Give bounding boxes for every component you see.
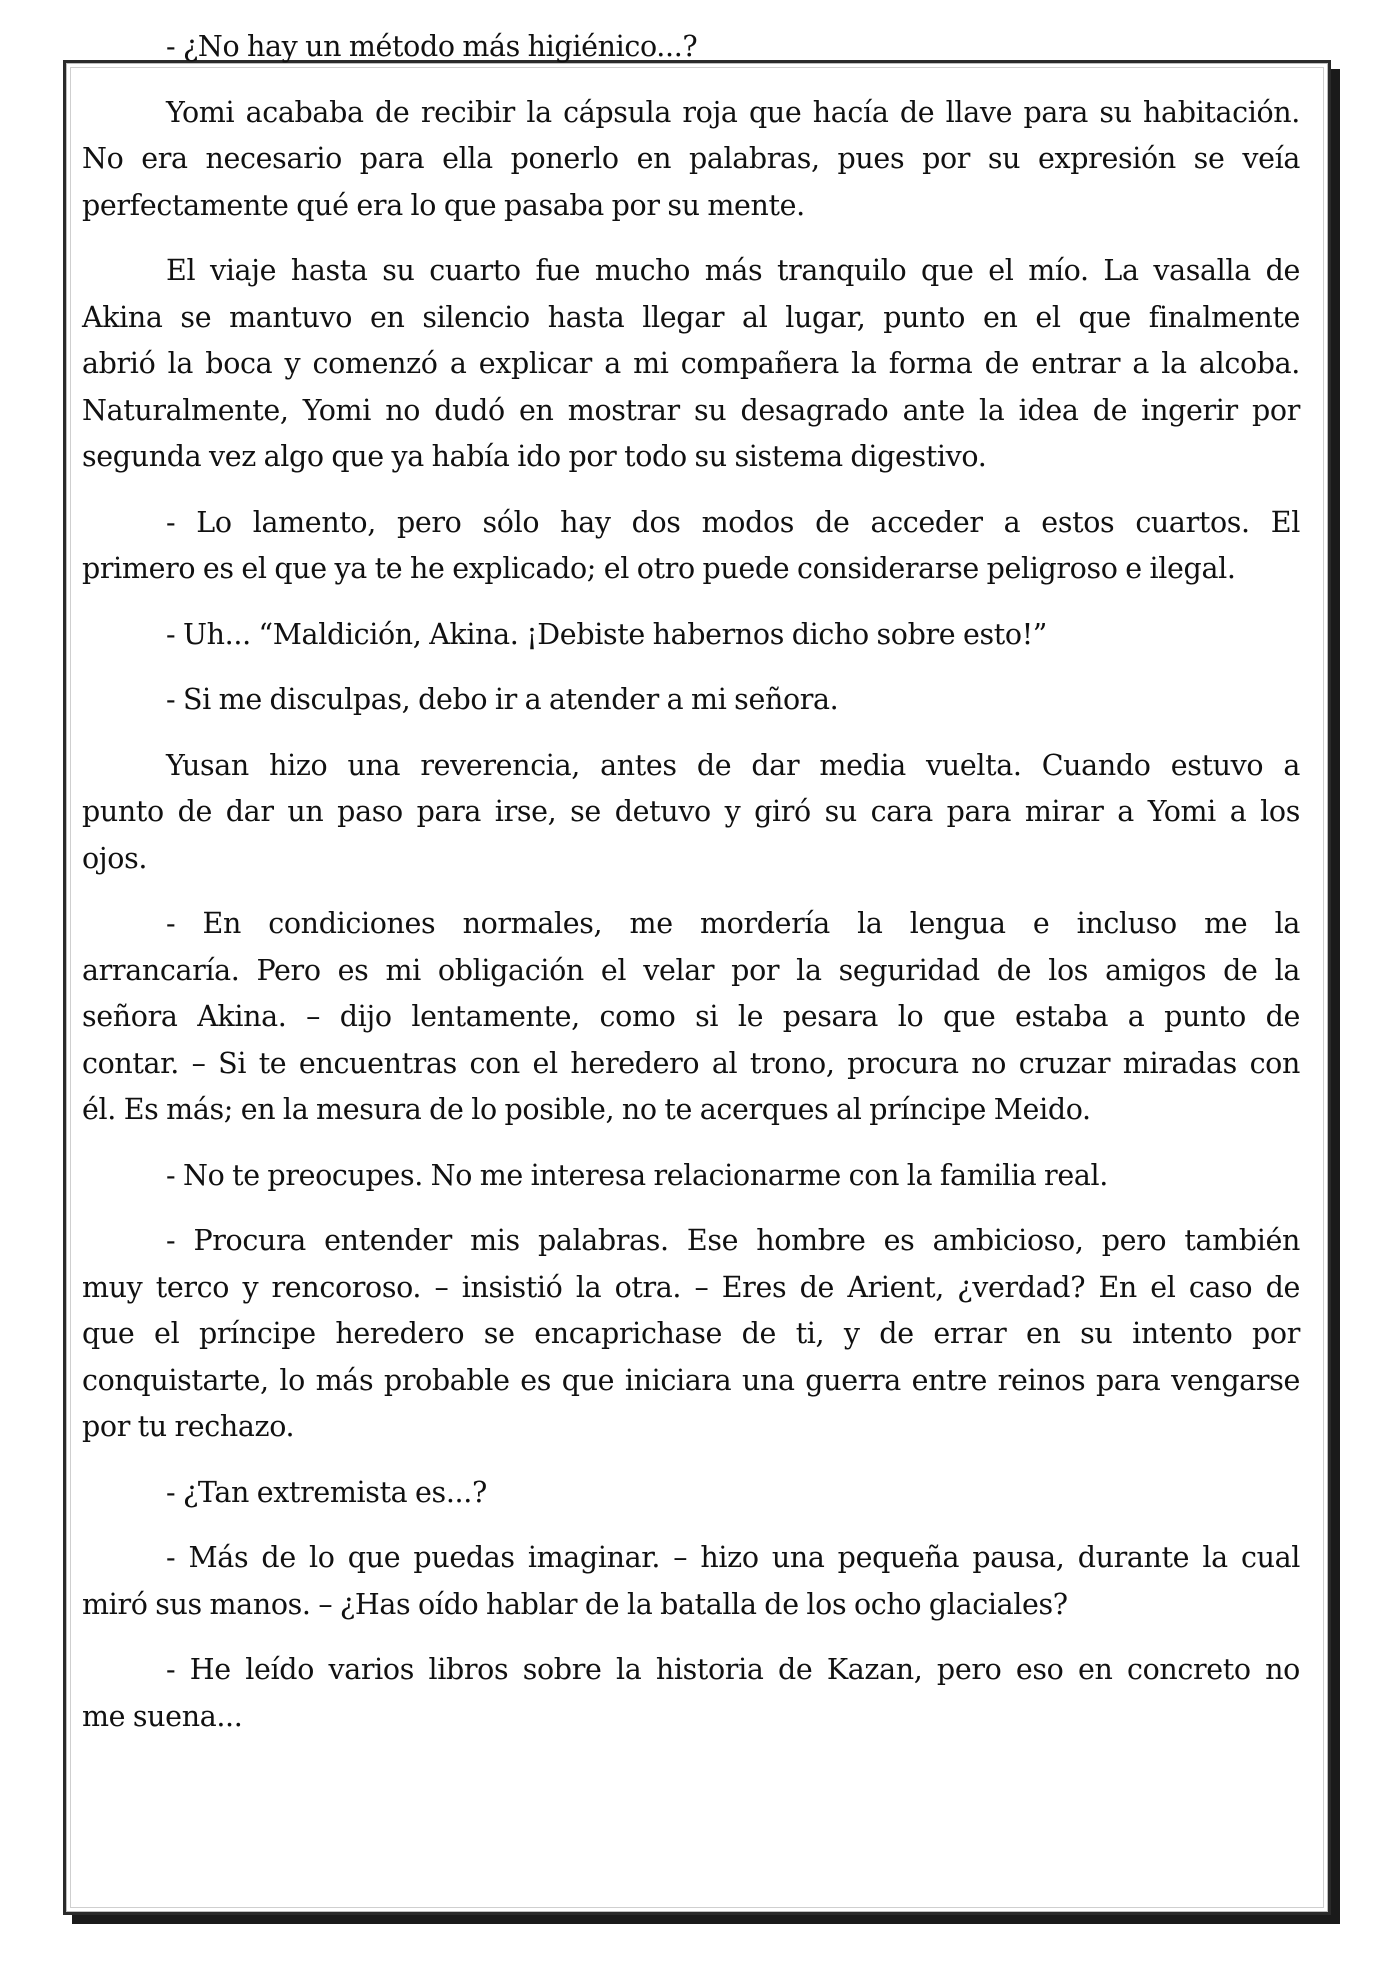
paragraph bbox=[82, 677, 1300, 724]
text-line: ojos. bbox=[82, 841, 148, 875]
text-line: por tu rechazo. bbox=[82, 1410, 295, 1443]
text-line: - Lo lamento, pero sólo hay dos modos de acceder a estos cuartos. El bbox=[166, 505, 1300, 539]
paragraph bbox=[82, 500, 1300, 593]
text-line: El viaje hasta su cuarto fue mucho más tranquilo que el mío. La vasalla de bbox=[166, 254, 1300, 287]
text-line: primero es el que ya te he explicado; el otro puede considerarse peligroso e ilegal. bbox=[82, 552, 1236, 585]
text-line: miró sus manos. – ¿Has oído hablar de la batalla de los ocho glaciales? bbox=[82, 1587, 1068, 1621]
text-line: conquistarte, lo más probable es que iniciara una guerra entre reinos para vengarse bbox=[82, 1363, 1300, 1397]
text-line: punto de dar un paso para irse, se detuvo y giró su cara para mirar a Yomi a los bbox=[82, 795, 1300, 828]
text-line: - En condiciones normales, me mordería la lengua e incluso me la bbox=[166, 907, 1300, 940]
paragraph bbox=[82, 1153, 1300, 1200]
text-line: - He leído varios libros sobre la historia de Kazan, pero eso en concreto no bbox=[166, 1653, 1300, 1686]
text-line: él. Es más; en la mesura de lo posible, no te acerques al príncipe Meido. bbox=[82, 1093, 1091, 1126]
text-line: - Uh... “Maldición, Akina. ¡Debiste habernos dicho sobre esto!” bbox=[166, 617, 1048, 651]
text-line: - ¿Tan extremista es...? bbox=[166, 1475, 487, 1509]
text-line: perfectamente qué era lo que pasaba por su mente. bbox=[82, 188, 805, 222]
paragraph bbox=[82, 1470, 1300, 1517]
text-line: abrió la boca y comenzó a explicar a mi compañera la forma de entrar a la alcoba. bbox=[82, 347, 1300, 380]
text-line: - ¿No hay un método más higiénico...? bbox=[166, 30, 698, 63]
text-line: arrancaría. Pero es mi obligación el velar por la seguridad de los amigos de la bbox=[82, 953, 1300, 987]
text-line: muy terco y rencoroso. – insistió la otra. – Eres de Arient, ¿verdad? En el caso de bbox=[82, 1270, 1300, 1304]
text-line: - No te preocupes. No me interesa relacionarme con la familia real. bbox=[166, 1158, 1108, 1192]
text-line: señora Akina. – dijo lentamente, como si le pesara lo que estaba a punto de bbox=[82, 1000, 1300, 1033]
text-line: segunda vez algo que ya había ido por todo su sistema digestivo. bbox=[82, 440, 987, 473]
text-line: Naturalmente, Yomi no dudó en mostrar su desagrado ante la idea de ingerir por bbox=[82, 393, 1300, 427]
text-line: Akina se mantuvo en silencio hasta llegar al lugar, punto en el que finalmente bbox=[82, 300, 1300, 334]
paragraph bbox=[82, 1535, 1300, 1628]
paragraph bbox=[82, 901, 1300, 1134]
text-line: contar. – Si te encuentras con el heredero al trono, procura no cruzar miradas con bbox=[82, 1046, 1300, 1080]
paragraph bbox=[82, 743, 1300, 883]
text-line: me suena... bbox=[82, 1699, 243, 1733]
paragraph bbox=[82, 24, 1300, 71]
text-line: - Más de lo que puedas imaginar. – hizo una pequeña pausa, durante la cual bbox=[166, 1541, 1300, 1574]
text-line: No era necesario para ella ponerlo en palabras, pues por su expresión se veía bbox=[82, 142, 1300, 175]
paragraph bbox=[82, 1647, 1300, 1740]
text-line: que el príncipe heredero se encaprichase de ti, y de errar en su intento por bbox=[82, 1317, 1300, 1350]
paragraph bbox=[82, 612, 1300, 659]
document-body bbox=[82, 24, 1300, 1759]
paragraph bbox=[82, 1218, 1300, 1451]
paragraph bbox=[82, 90, 1300, 230]
paragraph bbox=[82, 248, 1300, 481]
text-line: Yusan hizo una reverencia, antes de dar media vuelta. Cuando estuvo a bbox=[166, 748, 1300, 782]
text-line: - Procura entender mis palabras. Ese hombre es ambicioso, pero también bbox=[166, 1224, 1300, 1257]
text-line: Yomi acababa de recibir la cápsula roja que hacía de llave para su habitación. bbox=[166, 95, 1300, 129]
text-line: - Si me disculpas, debo ir a atender a mi señora. bbox=[166, 683, 839, 716]
